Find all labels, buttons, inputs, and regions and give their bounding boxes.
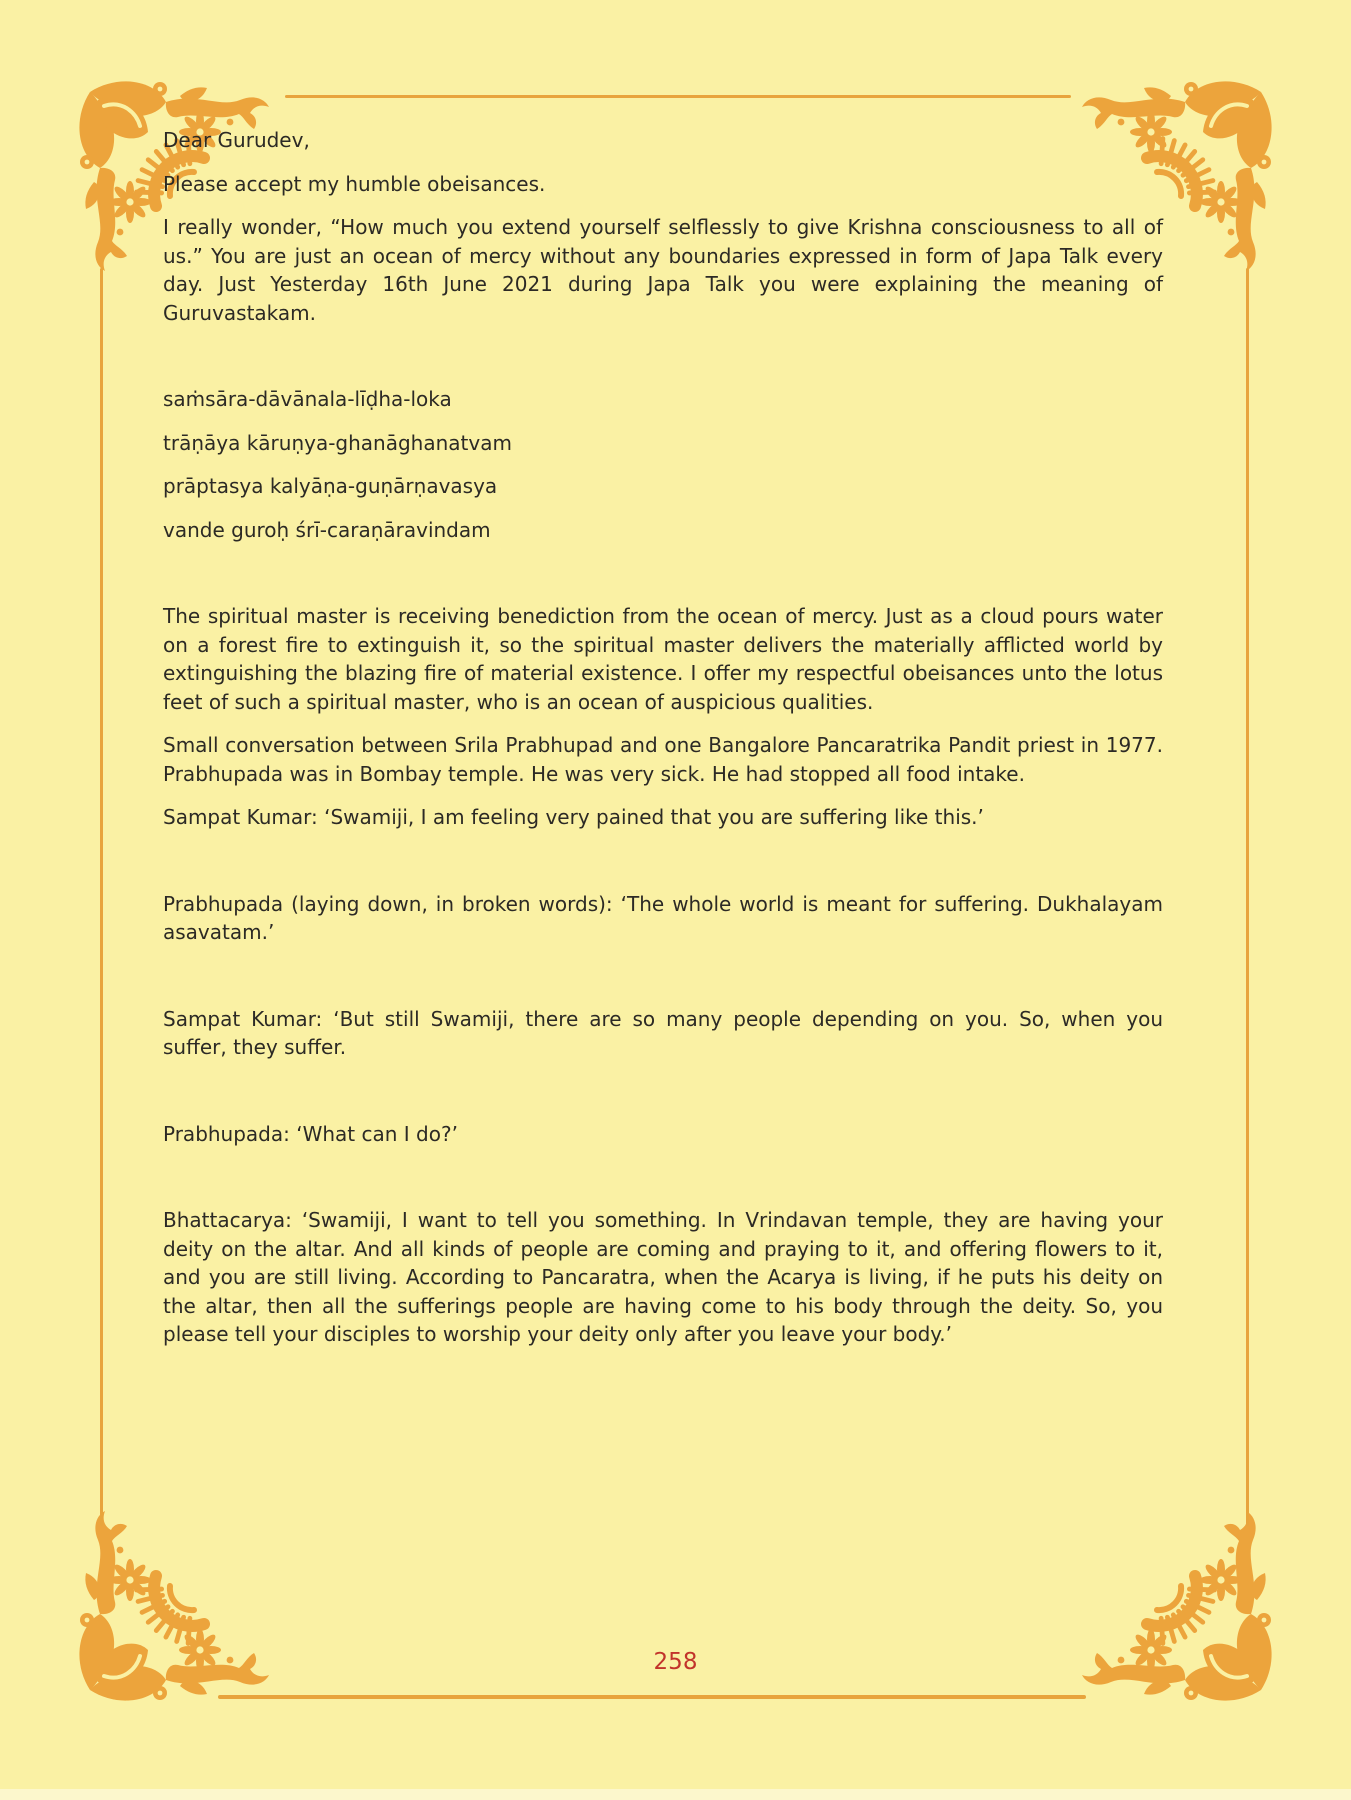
dialogue-sampat-2: Sampat Kumar: ‘But still Swamiji, there are so many people depending on you. So, when you suffer, they suffer. (163, 1006, 1163, 1059)
verse-line-4: vande guroḥ śrī-caraṇāravindam (163, 517, 491, 542)
narration-paragraph: Small conversation between Srila Prabhupad and one Bangalore Pancaratrika Pandit priest in 1977. Prabhupada was in Bombay temple. He was very sick. He had stopped all food intake. (163, 733, 1163, 786)
floral-corner-ornament-bottom-right (1066, 1495, 1281, 1710)
border-right-line (1246, 268, 1249, 1526)
border-left-line (100, 268, 103, 1526)
border-bottom-line (218, 1695, 1086, 1699)
dialogue-prabhupada-2: Prabhupada: ‘What can I do?’ (163, 1121, 458, 1146)
blank-line (163, 342, 1163, 385)
blank-line (163, 1077, 1163, 1120)
blank-line (163, 1163, 1163, 1206)
floral-corner-ornament-bottom-left (70, 1495, 285, 1710)
dialogue-prabhupada-1: Prabhupada (laying down, in broken words): ‘The whole world is meant for suffering. Dukhalayam asavatam.’ (163, 891, 1163, 944)
border-top-line (285, 95, 1071, 98)
verse-line-1: saṁsāra-dāvānala-līḍha-loka (163, 387, 452, 411)
verse-translation: The spiritual master is receiving benediction from the ocean of mercy. Just as a cloud pours water on a forest fire to extinguish it, so the spiritual master delivers the materially afflicted world by extinguishing the blazing fire of material existence. I offer my respectful obeisances unto the lotus feet of such a spiritual master, who is an ocean of auspicious qualities. (163, 604, 1163, 714)
salutation: Dear Gurudev, (163, 128, 310, 152)
letter-body (163, 126, 1163, 1364)
intro-paragraph: I really wonder, “How much you extend yourself selflessly to give Krishna consciousness to all of us.” You are just an ocean of mercy without any boundaries expressed in form of Japa Talk every day. Just Yesterday 16th June 2021 during Japa Talk you were explaining the meaning of Guruvastakam. (163, 215, 1163, 325)
obeisance-line: Please accept my humble obeisances. (163, 171, 546, 196)
blank-line (163, 847, 1163, 890)
dialogue-sampat-1: Sampat Kumar: ‘Swamiji, I am feeling very pained that you are suffering like this.’ (163, 805, 984, 829)
blank-line (163, 559, 1163, 602)
blank-line (163, 962, 1163, 1005)
page-number: 258 (653, 1649, 698, 1675)
page-bottom-edge (0, 1789, 1351, 1800)
verse-line-3: prāptasya kalyāṇa-guṇārṇavasya (163, 474, 498, 498)
verse-line-2: trāṇāya kāruṇya-ghanāghanatvam (163, 430, 512, 455)
dialogue-bhattacarya: Bhattacarya: ‘Swamiji, I want to tell you something. In Vrindavan temple, they are having your deity on the altar. And all kinds of people are coming and praying to it, and offering flowers to it, and you are still living. According to Pancaratra, when the Acarya is living, if he puts his deity on the altar, then all the sufferings people are having come to his body through the deity. So, you please tell your disciples to worship your deity only after you leave your body.’ (163, 1208, 1163, 1346)
